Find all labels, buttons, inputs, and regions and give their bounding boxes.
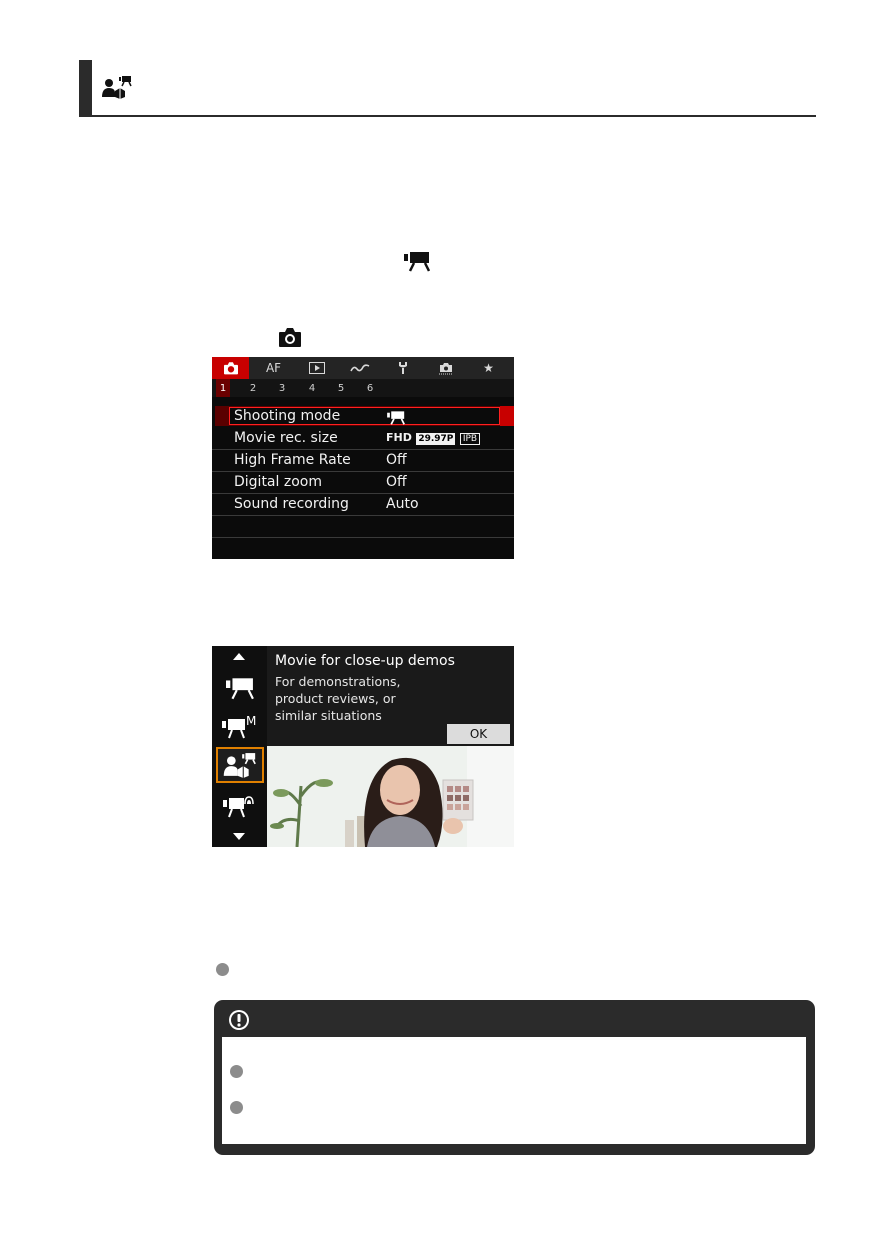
menu-tabs (212, 357, 514, 379)
mode-movie-manual[interactable] (216, 708, 264, 744)
menu-item-label: High Frame Rate (234, 452, 351, 468)
scroll-down-arrow-icon[interactable] (233, 833, 245, 840)
scroll-up-arrow-icon[interactable] (233, 653, 245, 660)
wireless-icon (350, 363, 370, 373)
mode-description-line: similar situations (275, 708, 382, 723)
mode-description-line: For demonstrations, (275, 674, 401, 689)
mode-description (275, 673, 401, 724)
menu-page-numbers (212, 379, 514, 397)
tab-my-menu[interactable]: ★ (483, 361, 494, 375)
mode-movie-is[interactable] (216, 787, 264, 823)
menu-item-value: Off (386, 474, 407, 490)
tab-custom-functions[interactable] (427, 357, 464, 379)
custom-functions-icon (438, 361, 454, 375)
page-2[interactable]: 2 (249, 382, 257, 394)
heading-bar (79, 60, 92, 116)
menu-item-label: Digital zoom (234, 474, 322, 490)
page-4[interactable]: 4 (308, 382, 316, 394)
menu-item-label: Movie rec. size (234, 430, 338, 446)
heading-rule (79, 115, 816, 117)
tab-playback[interactable] (298, 357, 335, 379)
caution-icon (228, 1009, 250, 1031)
page-3[interactable]: 3 (278, 382, 286, 394)
compression-badge: IPB (460, 433, 480, 445)
movie-is-mode-icon (223, 792, 257, 818)
caution-bullet-point (230, 1065, 243, 1078)
movie-manual-icon (222, 713, 258, 739)
movie-mode-select-screen (212, 646, 514, 847)
menu-item-value: Auto (386, 496, 419, 512)
ok-button[interactable]: OK (447, 724, 510, 744)
mode-description-line: product reviews, or (275, 691, 396, 706)
menu-item-shooting-mode[interactable] (212, 406, 514, 427)
menu-item-digital-zoom[interactable] (212, 472, 514, 494)
frame-rate-badge: 29.97P (418, 434, 454, 444)
menu-item-movie-rec-size[interactable] (212, 428, 514, 450)
menu-item-sound-recording[interactable] (212, 494, 514, 516)
mode-list (212, 646, 267, 847)
playback-icon (309, 362, 325, 374)
tab-shooting[interactable] (212, 357, 249, 379)
movie-camera-icon (386, 410, 406, 429)
menu-item-high-frame-rate[interactable] (212, 450, 514, 472)
mode-preview-image (267, 746, 514, 847)
camera-menu-screen (212, 357, 514, 559)
menu-item-empty (212, 516, 514, 538)
mode-movie-close-up-demos[interactable] (216, 747, 264, 783)
page-1[interactable]: 1 (216, 379, 230, 397)
mode-title: Movie for close-up demos (275, 653, 455, 669)
fhd-badge: FHD (386, 431, 412, 444)
tab-setup[interactable] (384, 357, 421, 379)
bullet-point (216, 963, 229, 976)
menu-item-value: Off (386, 452, 407, 468)
movie-for-close-up-demos-icon (102, 75, 132, 99)
caution-body (222, 1037, 806, 1144)
page-6[interactable]: 6 (366, 382, 374, 394)
menu-item-empty (212, 538, 514, 559)
svg-text:M: M (246, 714, 257, 728)
movie-camera-icon (404, 250, 430, 272)
movie-for-close-up-demos-icon (223, 752, 257, 778)
wrench-icon (397, 361, 409, 375)
movie-auto-icon (226, 676, 254, 700)
menu-item-label: Shooting mode (234, 408, 341, 424)
tab-wireless[interactable] (341, 357, 378, 379)
page-5[interactable]: 5 (337, 382, 345, 394)
caution-bullet-point (230, 1101, 243, 1114)
camera-icon (278, 326, 302, 348)
menu-item-label: Sound recording (234, 496, 349, 512)
camera-icon (223, 361, 239, 375)
mode-movie-auto[interactable] (216, 670, 264, 706)
movie-rec-size-value (386, 430, 480, 446)
tab-af[interactable]: AF (265, 361, 282, 375)
